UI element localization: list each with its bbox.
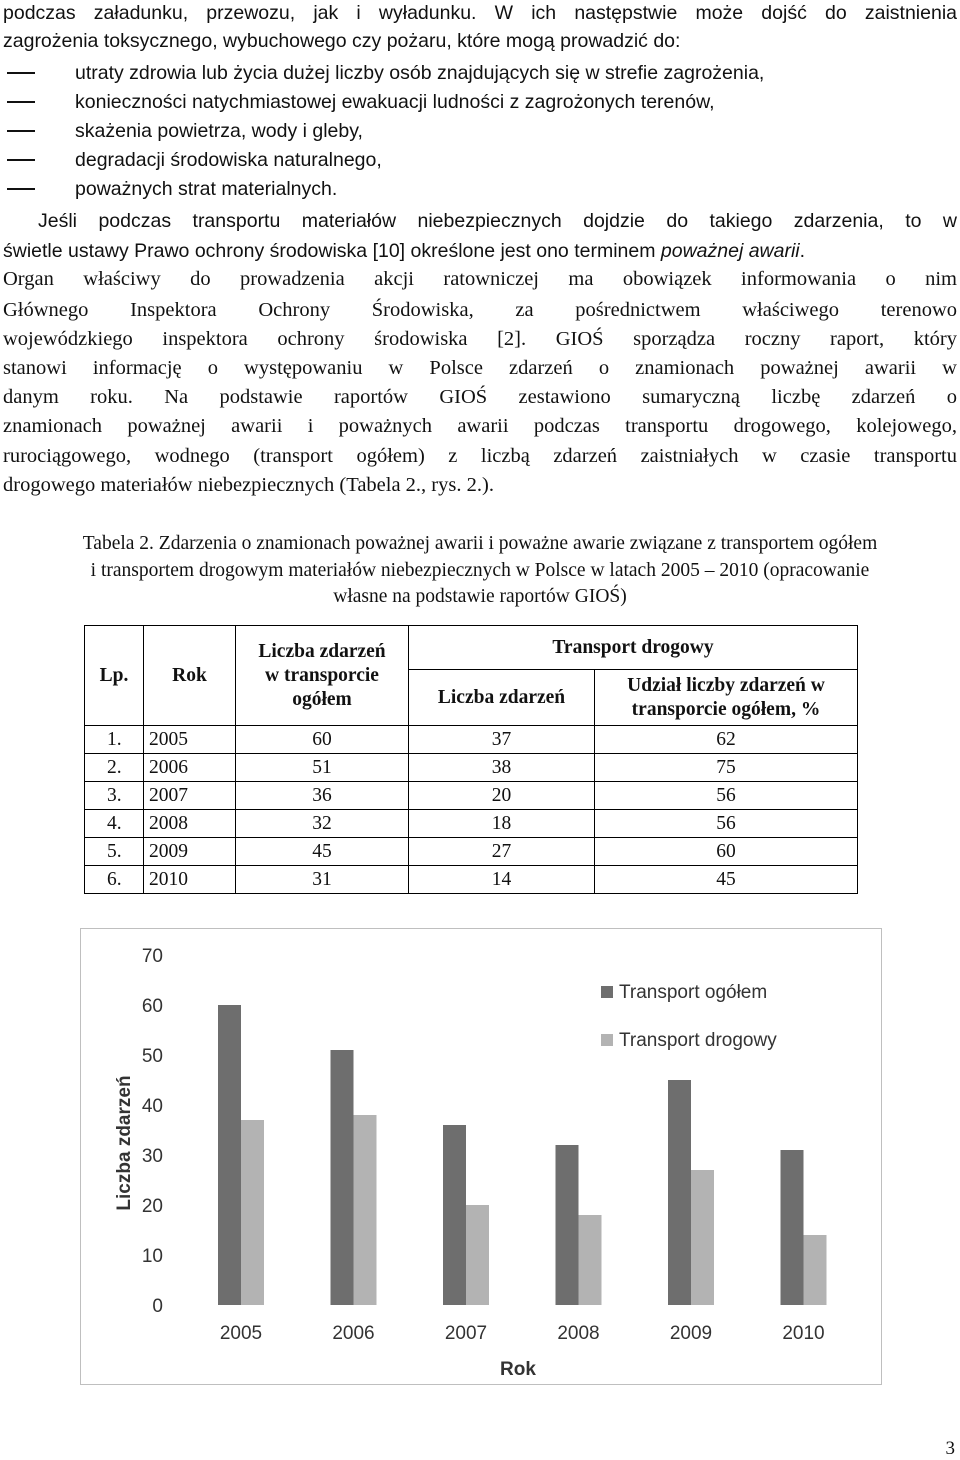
legend-swatch: [601, 1034, 613, 1046]
table-cell-rok: 2009: [144, 838, 236, 866]
column-header-total: [236, 626, 409, 726]
table-cell-total: 51: [236, 754, 409, 782]
table-cell-road: 27: [409, 838, 595, 866]
paragraph-line: podczas załadunku, przewozu, jak i wyładunku. W ich następstwie może dojść do zaistnienia: [3, 2, 957, 24]
bar-transport-ogolem: [781, 1150, 804, 1305]
list-item-text: poważnych strat materialnych.: [75, 178, 338, 200]
y-tick-label: 30: [141, 1146, 163, 1167]
column-header-road-count: Liczba zdarzeń: [409, 670, 595, 726]
table-cell-rok: 2007: [144, 782, 236, 810]
bar-transport-ogolem: [668, 1080, 691, 1305]
table-cell-lp: 3.: [85, 782, 144, 810]
table-cell-share: 60: [595, 838, 858, 866]
bar-transport-drogowy: [241, 1120, 264, 1305]
bar-transport-drogowy: [354, 1115, 377, 1305]
header-text: w transporcie: [265, 664, 379, 686]
paragraph-line: wojewódzkiego inspektora ochrony środowiska [2]. GIOŚ sporządza roczny raport, który: [3, 328, 957, 350]
table-cell-share: 56: [595, 810, 858, 838]
emphasis-term: poważnej awarii: [660, 240, 800, 262]
paragraph-line: drogowego materiałów niebezpiecznych (Tabela 2., rys. 2.).: [3, 474, 494, 496]
bar-transport-drogowy: [466, 1205, 489, 1305]
table-row: [85, 866, 858, 894]
paragraph-line: danym roku. Na podstawie raportów GIOŚ zestawiono sumaryczną liczbę zdarzeń o: [3, 386, 957, 408]
column-group-road-transport: Transport drogowy: [409, 626, 858, 670]
table-cell-road: 37: [409, 726, 595, 754]
paragraph-line: [3, 238, 957, 264]
table-cell-total: 32: [236, 810, 409, 838]
column-header-lp: Lp.: [85, 626, 144, 726]
paragraph-text: świetle ustawy Prawo ochrony środowiska [10] określone jest ono terminem: [3, 240, 661, 262]
x-tick-label: 2007: [444, 1323, 488, 1344]
table-cell-road: 14: [409, 866, 595, 894]
table-cell-road: 18: [409, 810, 595, 838]
x-tick-label: 2009: [669, 1323, 713, 1344]
table-cell-rok: 2006: [144, 754, 236, 782]
header-text: Udział liczby zdarzeń w: [627, 674, 825, 696]
bar-transport-drogowy: [804, 1235, 827, 1305]
paragraph-line: Jeśli podczas transportu materiałów niebezpiecznych dojdzie do takiego zdarzenia, to w: [38, 210, 957, 232]
header-text: Liczba zdarzeń: [258, 640, 386, 662]
paragraph-line: Organ właściwy do prowadzenia akcji ratowniczej ma obowiązek informowania o nim: [3, 268, 957, 290]
column-header-road-share: [595, 670, 858, 726]
bar-transport-drogowy: [579, 1215, 602, 1305]
dash-bullet-icon: [7, 101, 35, 103]
table-cell-share: 56: [595, 782, 858, 810]
x-tick-label: 2010: [782, 1323, 825, 1344]
table-caption-line: własne na podstawie raportów GIOŚ): [333, 586, 627, 607]
y-axis-label: Liczba zdarzeń: [114, 1075, 135, 1211]
table-cell-share: 62: [595, 726, 858, 754]
y-tick-label: 60: [141, 996, 163, 1017]
table-caption-line: i transportem drogowym materiałów niebezpiecznych w Polsce w latach 2005 – 2010 (opracowanie: [90, 560, 870, 581]
paragraph-line: stanowi informację o występowaniu w Polsce zdarzeń o znamionach poważnej awarii w: [3, 357, 957, 379]
table-row: [85, 754, 858, 782]
list-item-text: degradacji środowiska naturalnego,: [75, 149, 382, 171]
dash-bullet-icon: [7, 188, 35, 190]
table-cell-total: 36: [236, 782, 409, 810]
dash-bullet-icon: [7, 130, 35, 132]
x-tick-label: 2005: [219, 1323, 263, 1344]
header-text: transporcie ogółem, %: [631, 698, 821, 720]
table-cell-share: 45: [595, 866, 858, 894]
table-cell-lp: 2.: [85, 754, 144, 782]
table-row: [85, 782, 858, 810]
bar-transport-ogolem: [218, 1005, 241, 1305]
table-cell-rok: 2005: [144, 726, 236, 754]
x-tick-label: 2008: [557, 1323, 600, 1344]
column-header-rok: Rok: [144, 626, 236, 726]
table-cell-rok: 2010: [144, 866, 236, 894]
header-text: ogółem: [292, 688, 352, 710]
y-tick-label: 0: [152, 1296, 163, 1317]
y-tick-label: 20: [141, 1196, 163, 1217]
paragraph-text: .: [799, 240, 806, 262]
x-tick-label: 2006: [332, 1323, 375, 1344]
x-axis-label: Rok: [500, 1359, 536, 1380]
paragraph-line: Głównego Inspektora Ochrony Środowiska, za pośrednictwem właściwego terenowo: [3, 299, 957, 321]
list-item-text: utraty zdrowia lub życia dużej liczby osób znajdujących się w strefie zagrożenia,: [75, 62, 765, 84]
table-cell-lp: 4.: [85, 810, 144, 838]
table-cell-total: 60: [236, 726, 409, 754]
table-cell-road: 38: [409, 754, 595, 782]
table-cell-share: 75: [595, 754, 858, 782]
bar-transport-ogolem: [443, 1125, 466, 1305]
dash-bullet-icon: [7, 159, 35, 161]
table-cell-road: 20: [409, 782, 595, 810]
table-caption-line: Tabela 2. Zdarzenia o znamionach poważnej awarii i poważne awarie związane z transportem ogółem: [82, 533, 878, 554]
data-table: [84, 625, 858, 894]
paragraph-line: zagrożenia toksycznego, wybuchowego czy pożaru, które mogą prowadzić do:: [3, 30, 681, 52]
paragraph-line: rurociągowego, wodnego (transport ogółem) z liczbą zdarzeń zaistniałych w czasie transportu: [3, 445, 957, 467]
table-row: [85, 810, 858, 838]
dash-bullet-icon: [7, 72, 35, 74]
y-tick-label: 70: [141, 946, 163, 967]
bar-transport-ogolem: [331, 1050, 354, 1305]
y-tick-label: 50: [141, 1046, 163, 1067]
table-cell-rok: 2008: [144, 810, 236, 838]
paragraph-line: znamionach poważnej awarii i poważnych awarii podczas transportu drogowego, kolejowego,: [3, 415, 957, 437]
legend-label: Transport drogowy: [619, 1030, 777, 1051]
table-row: [85, 726, 858, 754]
table-cell-lp: 6.: [85, 866, 144, 894]
bar-transport-ogolem: [556, 1145, 579, 1305]
table-row: [85, 838, 858, 866]
legend-swatch: [601, 986, 613, 998]
list-item-text: konieczności natychmiastowej ewakuacji ludności z zagrożonych terenów,: [75, 91, 715, 113]
bar-chart: [80, 928, 882, 1385]
page-number: 3: [945, 1438, 955, 1459]
y-tick-label: 10: [141, 1246, 163, 1267]
chart-canvas: [81, 929, 881, 1384]
y-tick-label: 40: [141, 1096, 163, 1117]
legend-label: Transport ogółem: [619, 982, 768, 1003]
list-item-text: skażenia powietrza, wody i gleby,: [75, 120, 363, 142]
table-cell-total: 45: [236, 838, 409, 866]
bar-transport-drogowy: [691, 1170, 714, 1305]
table-cell-lp: 5.: [85, 838, 144, 866]
table-cell-lp: 1.: [85, 726, 144, 754]
table-cell-total: 31: [236, 866, 409, 894]
